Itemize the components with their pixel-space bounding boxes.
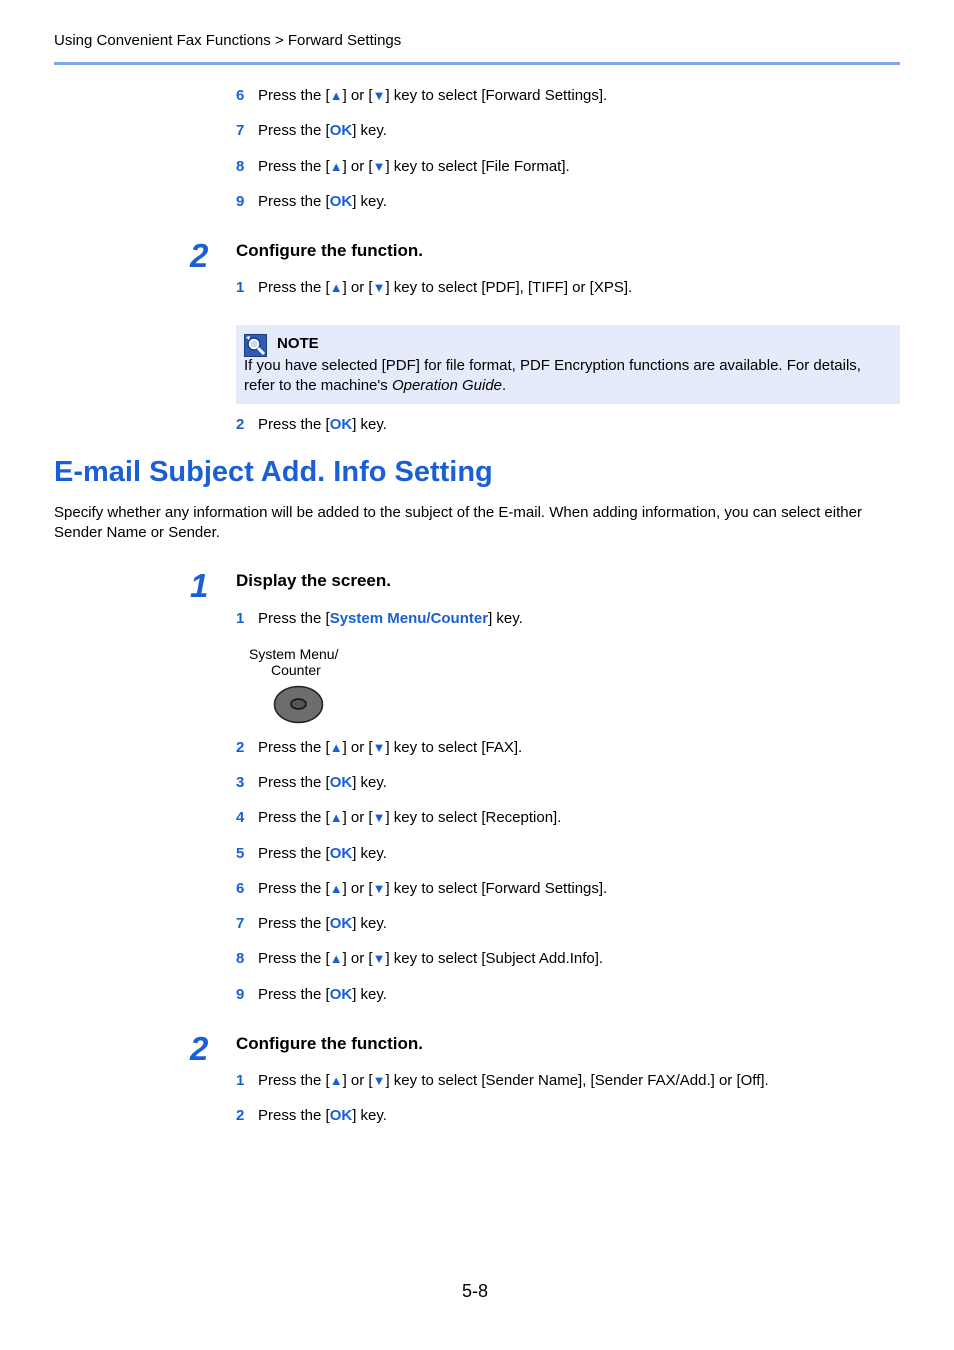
ok-key-label: OK [329,774,353,791]
configure2-step-2: 2 Press the [OK] key. [236,1107,387,1124]
up-arrow-icon: ▲ [329,740,343,755]
display-step-6: 6 Press the [▲] or [▼] key to select [Forward Settings]. [236,880,608,897]
operation-guide-ref: Operation Guide [391,377,503,394]
up-arrow-icon: ▲ [329,1073,343,1088]
step-number: 7 [236,122,245,139]
step-number: 6 [236,880,245,897]
display-step-4: 4 Press the [▲] or [▼] key to select [Reception]. [236,809,562,826]
up-arrow-icon: ▲ [329,810,343,825]
configure2-step-1: 1 Press the [▲] or [▼] key to select [Sender Name], [Sender FAX/Add.] or [Off]. [236,1072,769,1089]
ok-key-label: OK [329,986,353,1003]
system-menu-key-label: System Menu/Counter [329,610,489,627]
step-number: 1 [236,610,245,627]
step-number: 9 [236,193,245,210]
page-number: 5-8 [462,1281,489,1301]
display-step-3: 3 Press the [OK] key. [236,774,387,791]
up-arrow-icon: ▲ [329,88,343,103]
main-step-number: 1 [190,567,209,604]
header-rule [54,62,900,65]
down-arrow-icon: ▼ [372,88,386,103]
down-arrow-icon: ▼ [372,740,386,755]
step-number: 8 [236,950,245,967]
step-number: 1 [236,279,245,296]
step-number: 9 [236,986,245,1003]
step-6-arrows: 6 Press the [▲] or [▼] key to select [Forward Settings]. [236,87,608,104]
display-step-9: 9 Press the [OK] key. [236,986,387,1003]
note-title: NOTE [277,335,319,352]
up-arrow-icon: ▲ [329,951,343,966]
display-step-5: 5 Press the [OK] key. [236,845,387,862]
step-number: 7 [236,915,245,932]
down-arrow-icon: ▼ [372,280,386,295]
note-icon [244,334,267,357]
down-arrow-icon: ▼ [372,159,386,174]
step-9-ok: 9 Press the [OK] key. [236,193,387,210]
configure-step-2: 2 Press the [OK] key. [236,416,387,433]
step-8-arrows: 8 Press the [▲] or [▼] key to select [File Format]. [236,158,570,175]
main-step-number: 2 [190,1030,209,1067]
note-box [236,325,900,404]
section-title: E-mail Subject Add. Info Setting [54,456,493,488]
system-menu-key-caption: System Menu/ Counter [249,646,339,678]
up-arrow-icon: ▲ [329,280,343,295]
up-arrow-icon: ▲ [329,881,343,896]
main-step-number: 2 [190,237,209,274]
note-text: If you have selected [PDF] for file format, PDF Encryption functions are available. For details, refer to the machine's Operation Guide. [244,357,861,394]
step-number: 2 [236,416,245,433]
main-step-title: Display the screen. [236,571,391,590]
ok-key-label: OK [329,416,353,433]
main-step-title: Configure the function. [236,1034,423,1053]
ok-key-label: OK [329,1107,353,1124]
display-step-7: 7 Press the [OK] key. [236,915,387,932]
step-7-ok: 7 Press the [OK] key. [236,122,387,139]
display-step-2: 2 Press the [▲] or [▼] key to select [FAX]. [236,739,523,756]
ok-key-label: OK [329,845,353,862]
down-arrow-icon: ▼ [372,810,386,825]
system-menu-key-icon [273,685,324,724]
step-number: 2 [236,1107,245,1124]
down-arrow-icon: ▼ [372,1073,386,1088]
step-number: 3 [236,774,245,791]
step-number: 8 [236,158,245,175]
ok-key-label: OK [329,122,353,139]
step-number: 1 [236,1072,245,1089]
main-step-title: Configure the function. [236,241,423,260]
display-step-1: 1 Press the [System Menu/Counter] key. [236,610,523,627]
step-number: 2 [236,739,245,756]
section-intro: Specify whether any information will be added to the subject of the E-mail. When adding information, you can select either Sender Name or Sender. [54,504,862,541]
up-arrow-icon: ▲ [329,159,343,174]
step-number: 6 [236,87,245,104]
display-step-8: 8 Press the [▲] or [▼] key to select [Subject Add.Info]. [236,950,604,967]
ok-key-label: OK [329,915,353,932]
down-arrow-icon: ▼ [372,951,386,966]
down-arrow-icon: ▼ [372,881,386,896]
configure-step-1: 1 Press the [▲] or [▼] key to select [PDF], [TIFF] or [XPS]. [236,279,633,296]
step-number: 5 [236,845,245,862]
ok-key-label: OK [329,193,353,210]
breadcrumb: Using Convenient Fax Functions > Forward Settings [54,32,402,49]
step-number: 4 [236,809,245,826]
